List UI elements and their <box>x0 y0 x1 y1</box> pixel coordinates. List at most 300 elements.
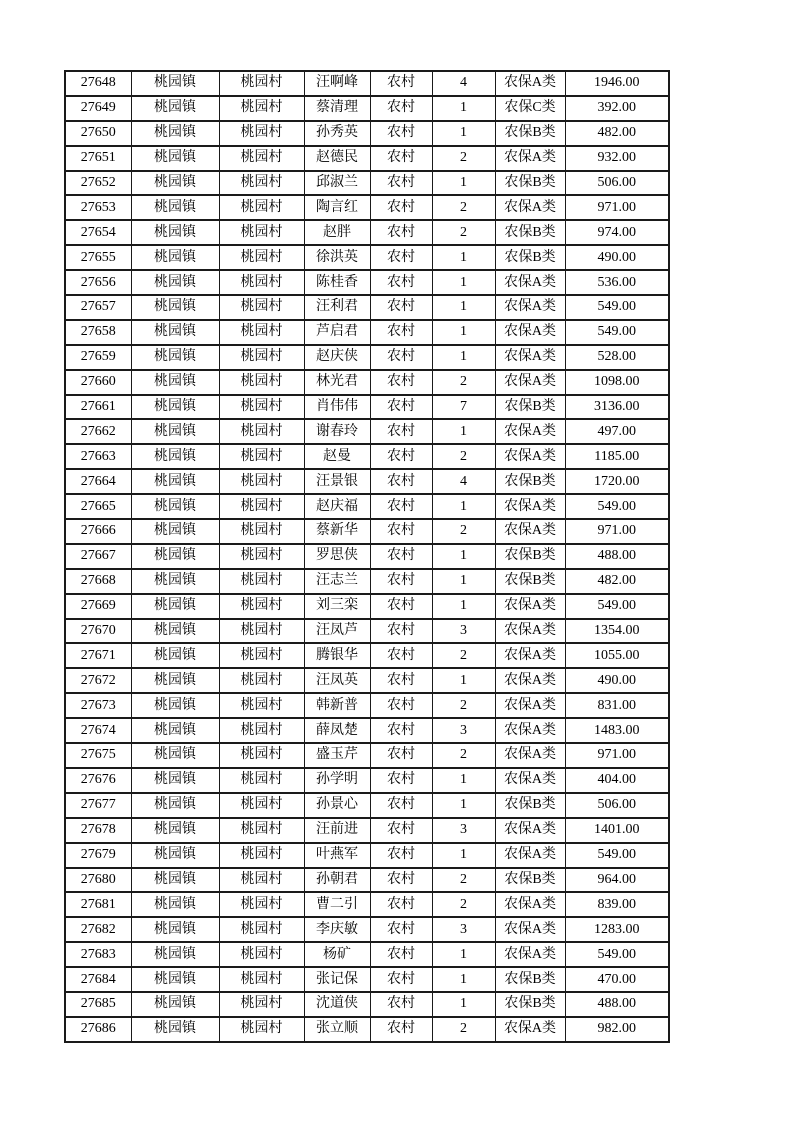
cell-village: 桃园村 <box>219 619 304 644</box>
cell-amount: 497.00 <box>565 419 669 444</box>
cell-insurance-category: 农保A类 <box>495 494 565 519</box>
table-row <box>65 320 669 345</box>
table-row <box>65 643 669 668</box>
cell-record-id: 27670 <box>65 619 131 644</box>
cell-residence-type: 农村 <box>370 96 432 121</box>
cell-insurance-category: 农保B类 <box>495 121 565 146</box>
table-row <box>65 195 669 220</box>
cell-insurance-category: 农保A类 <box>495 345 565 370</box>
cell-person-name: 汪凤英 <box>304 668 370 693</box>
table-row <box>65 444 669 469</box>
cell-town: 桃园镇 <box>131 718 219 743</box>
cell-person-name: 张记保 <box>304 967 370 992</box>
cell-record-id: 27672 <box>65 668 131 693</box>
cell-person-name: 沈道侠 <box>304 992 370 1017</box>
cell-insurance-category: 农保B类 <box>495 868 565 893</box>
cell-insurance-category: 农保A类 <box>495 594 565 619</box>
cell-member-count: 1 <box>432 171 495 196</box>
cell-amount: 974.00 <box>565 220 669 245</box>
cell-insurance-category: 农保A类 <box>495 419 565 444</box>
cell-person-name: 赵庆福 <box>304 494 370 519</box>
cell-village: 桃园村 <box>219 171 304 196</box>
cell-amount: 549.00 <box>565 320 669 345</box>
table-row <box>65 245 669 270</box>
cell-insurance-category: 农保A类 <box>495 370 565 395</box>
cell-town: 桃园镇 <box>131 743 219 768</box>
cell-amount: 549.00 <box>565 942 669 967</box>
cell-village: 桃园村 <box>219 519 304 544</box>
cell-town: 桃园镇 <box>131 395 219 420</box>
cell-village: 桃园村 <box>219 245 304 270</box>
cell-insurance-category: 农保A类 <box>495 146 565 171</box>
cell-village: 桃园村 <box>219 967 304 992</box>
cell-village: 桃园村 <box>219 419 304 444</box>
cell-person-name: 汪利君 <box>304 295 370 320</box>
cell-member-count: 1 <box>432 320 495 345</box>
cell-member-count: 1 <box>432 594 495 619</box>
cell-record-id: 27659 <box>65 345 131 370</box>
cell-village: 桃园村 <box>219 594 304 619</box>
cell-record-id: 27661 <box>65 395 131 420</box>
cell-residence-type: 农村 <box>370 370 432 395</box>
cell-village: 桃园村 <box>219 1017 304 1042</box>
cell-residence-type: 农村 <box>370 643 432 668</box>
cell-town: 桃园镇 <box>131 295 219 320</box>
cell-residence-type: 农村 <box>370 345 432 370</box>
cell-village: 桃园村 <box>219 992 304 1017</box>
table-row <box>65 843 669 868</box>
cell-person-name: 叶燕军 <box>304 843 370 868</box>
table-row <box>65 121 669 146</box>
cell-village: 桃园村 <box>219 668 304 693</box>
cell-record-id: 27655 <box>65 245 131 270</box>
cell-member-count: 1 <box>432 544 495 569</box>
cell-village: 桃园村 <box>219 544 304 569</box>
cell-person-name: 赵曼 <box>304 444 370 469</box>
table-row <box>65 544 669 569</box>
cell-village: 桃园村 <box>219 718 304 743</box>
cell-amount: 404.00 <box>565 768 669 793</box>
cell-insurance-category: 农保B类 <box>495 793 565 818</box>
cell-amount: 549.00 <box>565 594 669 619</box>
cell-insurance-category: 农保A类 <box>495 668 565 693</box>
cell-record-id: 27654 <box>65 220 131 245</box>
table-row <box>65 295 669 320</box>
cell-person-name: 徐洪英 <box>304 245 370 270</box>
table-row <box>65 892 669 917</box>
cell-village: 桃园村 <box>219 220 304 245</box>
cell-amount: 482.00 <box>565 569 669 594</box>
cell-town: 桃园镇 <box>131 967 219 992</box>
cell-residence-type: 农村 <box>370 693 432 718</box>
cell-town: 桃园镇 <box>131 892 219 917</box>
cell-record-id: 27666 <box>65 519 131 544</box>
table-row <box>65 917 669 942</box>
cell-residence-type: 农村 <box>370 419 432 444</box>
cell-insurance-category: 农保A类 <box>495 843 565 868</box>
cell-person-name: 汪凤芦 <box>304 619 370 644</box>
cell-residence-type: 农村 <box>370 519 432 544</box>
cell-record-id: 27677 <box>65 793 131 818</box>
cell-residence-type: 农村 <box>370 793 432 818</box>
cell-residence-type: 农村 <box>370 843 432 868</box>
cell-record-id: 27658 <box>65 320 131 345</box>
table-row <box>65 619 669 644</box>
cell-record-id: 27671 <box>65 643 131 668</box>
cell-person-name: 曹二引 <box>304 892 370 917</box>
cell-town: 桃园镇 <box>131 146 219 171</box>
cell-member-count: 2 <box>432 892 495 917</box>
cell-residence-type: 农村 <box>370 743 432 768</box>
cell-insurance-category: 农保A类 <box>495 942 565 967</box>
cell-amount: 549.00 <box>565 494 669 519</box>
cell-amount: 482.00 <box>565 121 669 146</box>
cell-residence-type: 农村 <box>370 967 432 992</box>
cell-residence-type: 农村 <box>370 619 432 644</box>
cell-village: 桃园村 <box>219 345 304 370</box>
cell-amount: 506.00 <box>565 171 669 196</box>
cell-record-id: 27674 <box>65 718 131 743</box>
cell-amount: 932.00 <box>565 146 669 171</box>
cell-person-name: 肖伟伟 <box>304 395 370 420</box>
cell-person-name: 张立顺 <box>304 1017 370 1042</box>
cell-village: 桃园村 <box>219 370 304 395</box>
cell-person-name: 芦启君 <box>304 320 370 345</box>
cell-insurance-category: 农保B类 <box>495 544 565 569</box>
cell-member-count: 1 <box>432 793 495 818</box>
cell-insurance-category: 农保A类 <box>495 320 565 345</box>
cell-member-count: 1 <box>432 419 495 444</box>
cell-record-id: 27684 <box>65 967 131 992</box>
cell-insurance-category: 农保B类 <box>495 171 565 196</box>
cell-residence-type: 农村 <box>370 71 432 96</box>
table-row <box>65 71 669 96</box>
cell-town: 桃园镇 <box>131 71 219 96</box>
cell-amount: 1055.00 <box>565 643 669 668</box>
cell-insurance-category: 农保B类 <box>495 469 565 494</box>
cell-town: 桃园镇 <box>131 569 219 594</box>
cell-person-name: 罗思侠 <box>304 544 370 569</box>
cell-residence-type: 农村 <box>370 668 432 693</box>
table-row <box>65 868 669 893</box>
cell-town: 桃园镇 <box>131 992 219 1017</box>
cell-town: 桃园镇 <box>131 419 219 444</box>
cell-residence-type: 农村 <box>370 892 432 917</box>
table-row <box>65 793 669 818</box>
cell-town: 桃园镇 <box>131 220 219 245</box>
table-row <box>65 768 669 793</box>
cell-residence-type: 农村 <box>370 942 432 967</box>
cell-record-id: 27686 <box>65 1017 131 1042</box>
cell-residence-type: 农村 <box>370 270 432 295</box>
cell-residence-type: 农村 <box>370 171 432 196</box>
cell-town: 桃园镇 <box>131 519 219 544</box>
cell-amount: 1098.00 <box>565 370 669 395</box>
cell-amount: 392.00 <box>565 96 669 121</box>
cell-member-count: 2 <box>432 868 495 893</box>
cell-member-count: 1 <box>432 942 495 967</box>
cell-amount: 536.00 <box>565 270 669 295</box>
cell-record-id: 27667 <box>65 544 131 569</box>
cell-village: 桃园村 <box>219 768 304 793</box>
cell-amount: 549.00 <box>565 843 669 868</box>
cell-person-name: 陈桂香 <box>304 270 370 295</box>
cell-village: 桃园村 <box>219 146 304 171</box>
cell-amount: 488.00 <box>565 992 669 1017</box>
cell-person-name: 蔡清理 <box>304 96 370 121</box>
cell-amount: 1354.00 <box>565 619 669 644</box>
cell-village: 桃园村 <box>219 395 304 420</box>
cell-person-name: 汪啊峰 <box>304 71 370 96</box>
cell-town: 桃园镇 <box>131 320 219 345</box>
cell-record-id: 27681 <box>65 892 131 917</box>
cell-town: 桃园镇 <box>131 868 219 893</box>
cell-person-name: 孙朝君 <box>304 868 370 893</box>
cell-record-id: 27665 <box>65 494 131 519</box>
cell-record-id: 27657 <box>65 295 131 320</box>
cell-village: 桃园村 <box>219 320 304 345</box>
cell-town: 桃园镇 <box>131 494 219 519</box>
cell-village: 桃园村 <box>219 121 304 146</box>
cell-person-name: 孙秀英 <box>304 121 370 146</box>
table-row <box>65 96 669 121</box>
cell-town: 桃园镇 <box>131 345 219 370</box>
cell-town: 桃园镇 <box>131 1017 219 1042</box>
cell-residence-type: 农村 <box>370 245 432 270</box>
cell-residence-type: 农村 <box>370 320 432 345</box>
cell-member-count: 2 <box>432 370 495 395</box>
cell-residence-type: 农村 <box>370 121 432 146</box>
cell-village: 桃园村 <box>219 743 304 768</box>
cell-member-count: 2 <box>432 220 495 245</box>
cell-record-id: 27668 <box>65 569 131 594</box>
cell-record-id: 27662 <box>65 419 131 444</box>
cell-member-count: 2 <box>432 743 495 768</box>
cell-village: 桃园村 <box>219 917 304 942</box>
table-row <box>65 693 669 718</box>
cell-town: 桃园镇 <box>131 96 219 121</box>
cell-residence-type: 农村 <box>370 718 432 743</box>
cell-village: 桃园村 <box>219 270 304 295</box>
cell-person-name: 汪景银 <box>304 469 370 494</box>
cell-residence-type: 农村 <box>370 494 432 519</box>
table-row <box>65 594 669 619</box>
cell-residence-type: 农村 <box>370 195 432 220</box>
cell-record-id: 27678 <box>65 818 131 843</box>
cell-town: 桃园镇 <box>131 818 219 843</box>
cell-member-count: 1 <box>432 843 495 868</box>
cell-town: 桃园镇 <box>131 370 219 395</box>
table-row <box>65 743 669 768</box>
cell-insurance-category: 农保A类 <box>495 643 565 668</box>
cell-member-count: 1 <box>432 121 495 146</box>
cell-amount: 1401.00 <box>565 818 669 843</box>
cell-amount: 1946.00 <box>565 71 669 96</box>
insurance-register-table <box>64 70 670 1043</box>
cell-person-name: 赵德民 <box>304 146 370 171</box>
cell-village: 桃园村 <box>219 942 304 967</box>
cell-village: 桃园村 <box>219 295 304 320</box>
cell-town: 桃园镇 <box>131 793 219 818</box>
cell-insurance-category: 农保A类 <box>495 444 565 469</box>
cell-residence-type: 农村 <box>370 395 432 420</box>
cell-member-count: 2 <box>432 519 495 544</box>
cell-amount: 971.00 <box>565 743 669 768</box>
cell-residence-type: 农村 <box>370 444 432 469</box>
cell-village: 桃园村 <box>219 643 304 668</box>
cell-record-id: 27648 <box>65 71 131 96</box>
cell-person-name: 孙景心 <box>304 793 370 818</box>
cell-town: 桃园镇 <box>131 245 219 270</box>
cell-member-count: 1 <box>432 270 495 295</box>
cell-member-count: 3 <box>432 818 495 843</box>
cell-town: 桃园镇 <box>131 469 219 494</box>
table-row <box>65 345 669 370</box>
cell-residence-type: 农村 <box>370 594 432 619</box>
cell-residence-type: 农村 <box>370 146 432 171</box>
table-row <box>65 419 669 444</box>
cell-amount: 831.00 <box>565 693 669 718</box>
cell-record-id: 27651 <box>65 146 131 171</box>
cell-residence-type: 农村 <box>370 917 432 942</box>
cell-amount: 490.00 <box>565 668 669 693</box>
cell-record-id: 27653 <box>65 195 131 220</box>
cell-member-count: 3 <box>432 917 495 942</box>
cell-amount: 1483.00 <box>565 718 669 743</box>
cell-person-name: 陶言红 <box>304 195 370 220</box>
cell-village: 桃园村 <box>219 892 304 917</box>
table-row <box>65 718 669 743</box>
cell-insurance-category: 农保B类 <box>495 569 565 594</box>
cell-insurance-category: 农保A类 <box>495 519 565 544</box>
cell-member-count: 3 <box>432 619 495 644</box>
cell-person-name: 刘三栾 <box>304 594 370 619</box>
cell-insurance-category: 农保A类 <box>495 892 565 917</box>
table-body <box>65 71 669 1042</box>
table-row <box>65 370 669 395</box>
table-row <box>65 270 669 295</box>
cell-person-name: 邱淑兰 <box>304 171 370 196</box>
cell-person-name: 汪志兰 <box>304 569 370 594</box>
cell-person-name: 李庆敏 <box>304 917 370 942</box>
cell-town: 桃园镇 <box>131 444 219 469</box>
cell-person-name: 蔡新华 <box>304 519 370 544</box>
cell-amount: 839.00 <box>565 892 669 917</box>
cell-amount: 1283.00 <box>565 917 669 942</box>
table-row <box>65 469 669 494</box>
cell-town: 桃园镇 <box>131 594 219 619</box>
cell-town: 桃园镇 <box>131 917 219 942</box>
cell-insurance-category: 农保A类 <box>495 768 565 793</box>
cell-town: 桃园镇 <box>131 195 219 220</box>
cell-person-name: 谢春玲 <box>304 419 370 444</box>
cell-town: 桃园镇 <box>131 270 219 295</box>
cell-insurance-category: 农保A类 <box>495 195 565 220</box>
cell-amount: 549.00 <box>565 295 669 320</box>
table-row <box>65 967 669 992</box>
cell-residence-type: 农村 <box>370 868 432 893</box>
cell-record-id: 27682 <box>65 917 131 942</box>
table-row <box>65 519 669 544</box>
cell-town: 桃园镇 <box>131 843 219 868</box>
cell-village: 桃园村 <box>219 793 304 818</box>
cell-record-id: 27683 <box>65 942 131 967</box>
cell-town: 桃园镇 <box>131 693 219 718</box>
cell-residence-type: 农村 <box>370 544 432 569</box>
cell-record-id: 27669 <box>65 594 131 619</box>
cell-residence-type: 农村 <box>370 818 432 843</box>
cell-record-id: 27664 <box>65 469 131 494</box>
cell-residence-type: 农村 <box>370 1017 432 1042</box>
cell-amount: 490.00 <box>565 245 669 270</box>
cell-residence-type: 农村 <box>370 992 432 1017</box>
cell-person-name: 薛凤楚 <box>304 718 370 743</box>
cell-member-count: 1 <box>432 295 495 320</box>
cell-person-name: 杨矿 <box>304 942 370 967</box>
cell-residence-type: 农村 <box>370 768 432 793</box>
cell-village: 桃园村 <box>219 569 304 594</box>
table-row <box>65 818 669 843</box>
cell-town: 桃园镇 <box>131 619 219 644</box>
cell-village: 桃园村 <box>219 96 304 121</box>
cell-insurance-category: 农保A类 <box>495 818 565 843</box>
cell-insurance-category: 农保A类 <box>495 718 565 743</box>
cell-village: 桃园村 <box>219 693 304 718</box>
table-row <box>65 146 669 171</box>
cell-residence-type: 农村 <box>370 569 432 594</box>
cell-record-id: 27673 <box>65 693 131 718</box>
cell-town: 桃园镇 <box>131 171 219 196</box>
cell-member-count: 1 <box>432 967 495 992</box>
cell-village: 桃园村 <box>219 868 304 893</box>
cell-insurance-category: 农保C类 <box>495 96 565 121</box>
cell-village: 桃园村 <box>219 818 304 843</box>
cell-record-id: 27656 <box>65 270 131 295</box>
cell-village: 桃园村 <box>219 195 304 220</box>
table-row <box>65 992 669 1017</box>
table-row <box>65 942 669 967</box>
cell-residence-type: 农村 <box>370 220 432 245</box>
cell-town: 桃园镇 <box>131 668 219 693</box>
cell-member-count: 1 <box>432 245 495 270</box>
cell-record-id: 27676 <box>65 768 131 793</box>
cell-member-count: 4 <box>432 71 495 96</box>
cell-village: 桃园村 <box>219 469 304 494</box>
cell-record-id: 27679 <box>65 843 131 868</box>
cell-insurance-category: 农保B类 <box>495 245 565 270</box>
cell-town: 桃园镇 <box>131 544 219 569</box>
cell-amount: 1185.00 <box>565 444 669 469</box>
cell-insurance-category: 农保A类 <box>495 693 565 718</box>
cell-amount: 3136.00 <box>565 395 669 420</box>
cell-insurance-category: 农保A类 <box>495 743 565 768</box>
table-row <box>65 494 669 519</box>
cell-insurance-category: 农保B类 <box>495 220 565 245</box>
cell-record-id: 27680 <box>65 868 131 893</box>
cell-village: 桃园村 <box>219 843 304 868</box>
table-row <box>65 1017 669 1042</box>
cell-insurance-category: 农保A类 <box>495 619 565 644</box>
cell-insurance-category: 农保A类 <box>495 295 565 320</box>
cell-amount: 982.00 <box>565 1017 669 1042</box>
cell-member-count: 2 <box>432 1017 495 1042</box>
cell-town: 桃园镇 <box>131 768 219 793</box>
cell-insurance-category: 农保A类 <box>495 917 565 942</box>
cell-insurance-category: 农保B类 <box>495 992 565 1017</box>
cell-record-id: 27649 <box>65 96 131 121</box>
cell-member-count: 1 <box>432 96 495 121</box>
cell-person-name: 腾银华 <box>304 643 370 668</box>
